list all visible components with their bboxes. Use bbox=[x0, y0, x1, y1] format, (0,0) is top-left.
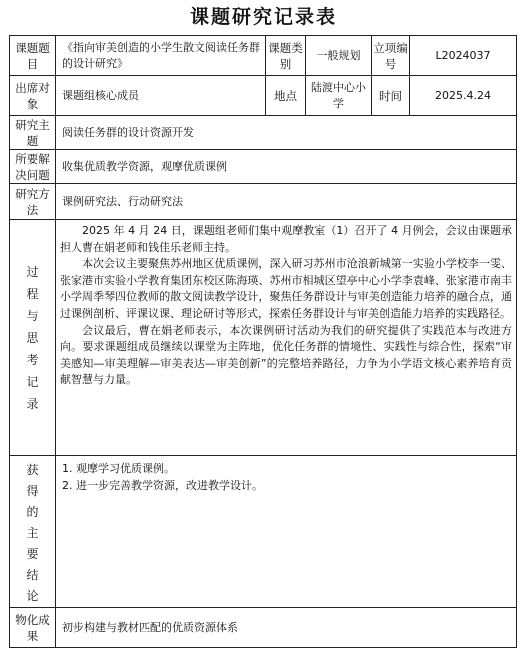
attendees-value: 课题组核心成员 bbox=[56, 76, 266, 116]
row-topic bbox=[10, 36, 517, 76]
problem-value: 收集优质教学资源，观摩优质课例 bbox=[56, 150, 517, 184]
method-value: 课例研究法、行动研究法 bbox=[56, 184, 517, 220]
process-paragraph: 本次会议主要聚焦苏州地区优质课例，深入研习苏州市沧浪新城第一实验小学校李一雯、张家港市实验小学教育集团东校区陈海瑛、苏州市相城区望亭中心小学李袁峰、张家港市南丰小学周季琴四位教师的散文阅读教学设计，聚焦任务群设计与审美创造能力培养的融合点，通过课例剖析、评课议课、理论研讨等形式，探索任务群设计与审美创造能力培养的实践路径。 bbox=[60, 257, 512, 320]
outcome-label: 物化成果 bbox=[10, 608, 56, 648]
place-label: 地点 bbox=[266, 76, 306, 116]
time-label: 时间 bbox=[372, 76, 410, 116]
category-value: 一般规划 bbox=[306, 36, 372, 76]
result-item: 1. 观摩学习优质课例。 bbox=[62, 462, 175, 475]
time-value: 2025.4.24 bbox=[410, 76, 517, 116]
process-body bbox=[56, 220, 517, 456]
project-no-value: L2024037 bbox=[410, 36, 517, 76]
place-value: 陆渡中心小学 bbox=[306, 76, 372, 116]
category-label: 课题类别 bbox=[266, 36, 306, 76]
process-paragraph: 2025 年 4 月 24 日，课题组老师们集中观摩教室（1）召开了 4 月例会，会议由课题承担人曹在娟老师和钱佳乐老师主持。 bbox=[60, 224, 512, 254]
process-label: 过 程 与 思 考 记 录 bbox=[10, 220, 56, 456]
record-table bbox=[9, 35, 517, 648]
page-title: 课题研究记录表 bbox=[189, 6, 337, 28]
result-item: 2. 进一步完善教学资源，改进教学设计。 bbox=[62, 479, 263, 492]
results-label: 获 得 的 主 要 结 论 bbox=[10, 456, 56, 608]
row-process bbox=[10, 220, 517, 456]
results-body bbox=[56, 456, 517, 608]
row-method bbox=[10, 184, 517, 220]
topic-value: 《指向审美创造的小学生散文阅读任务群的设计研究》 bbox=[56, 36, 266, 76]
problem-label: 所要解决问题 bbox=[10, 150, 56, 184]
row-theme bbox=[10, 116, 517, 150]
row-attendees bbox=[10, 76, 517, 116]
process-paragraph: 会议最后，曹在娟老师表示，本次课例研讨活动为我们的研究提供了实践范本与改进方向。要求课题组成员继续以课堂为主阵地，优化任务群的情境性、实践性与综合性，探索“审美感知—审美理解—审美表达—审美创新”的完整培养路径，力争为小学语文核心素养培育贡献智慧与力量。 bbox=[60, 323, 512, 387]
project-no-label: 立项编号 bbox=[372, 36, 410, 76]
row-outcome bbox=[10, 608, 517, 648]
theme-label: 研究主题 bbox=[10, 116, 56, 150]
attendees-label: 出席对象 bbox=[10, 76, 56, 116]
outcome-value: 初步构建与教材匹配的优质资源体系 bbox=[56, 608, 517, 648]
row-problem bbox=[10, 150, 517, 184]
method-label: 研究方法 bbox=[10, 184, 56, 220]
theme-value: 阅读任务群的设计资源开发 bbox=[56, 116, 517, 150]
topic-label: 课题题目 bbox=[10, 36, 56, 76]
row-results bbox=[10, 456, 517, 608]
